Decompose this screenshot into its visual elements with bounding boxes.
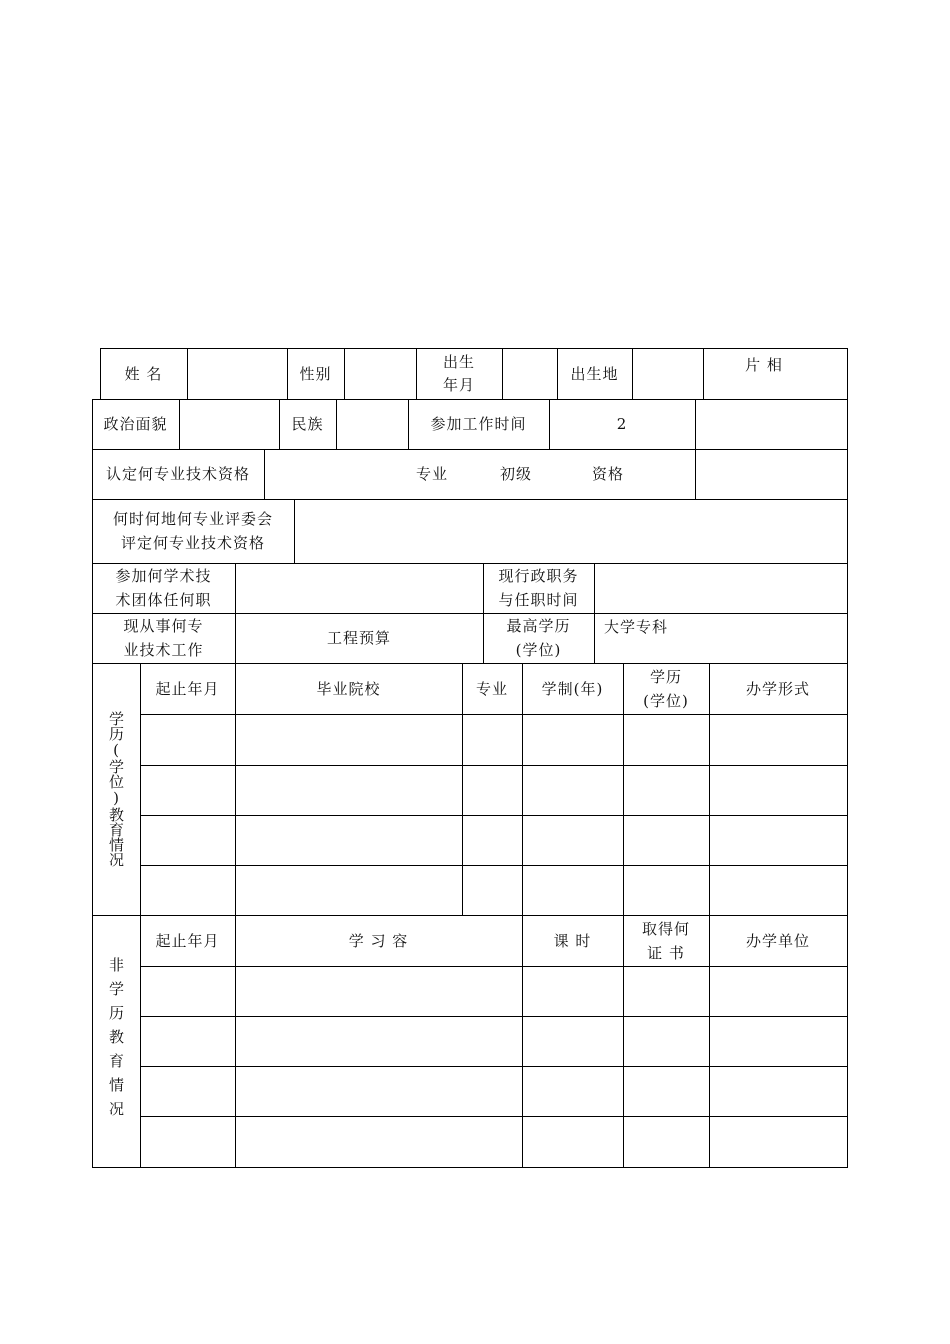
highest-degree-label: 最高学历 (学位): [506, 617, 571, 659]
gender-label: 性别: [299, 365, 332, 383]
gender-field[interactable]: [344, 348, 416, 400]
evaluation-field[interactable]: [294, 499, 847, 563]
border: [140, 714, 848, 715]
border: [140, 865, 848, 866]
birth-date-label: 出生 年月: [442, 353, 475, 394]
qualification-value-3: 资格: [591, 465, 624, 483]
name-label: 姓 名: [124, 365, 163, 383]
border: [140, 815, 848, 816]
edu-header-duration: 学制(年): [541, 679, 604, 698]
border: [847, 348, 848, 1168]
political-status-label: 政治面貌: [103, 415, 168, 433]
border: [140, 966, 848, 967]
border: [140, 1116, 848, 1117]
admin-post-label: 现行政职务 与任职时间: [498, 567, 579, 609]
edu-header-major: 专业: [475, 679, 508, 698]
admin-post-field[interactable]: [594, 563, 847, 613]
work-start-value[interactable]: 2: [616, 415, 628, 433]
border: [92, 1167, 848, 1168]
nonedu-header-period: 起止年月: [155, 931, 220, 950]
nonedu-header-unit: 办学单位: [745, 931, 810, 950]
border: [140, 765, 848, 766]
border: [264, 449, 265, 499]
name-field[interactable]: [187, 348, 287, 400]
birthplace-label: 出生地: [570, 365, 619, 383]
birth-date-field[interactable]: [502, 348, 557, 400]
edu-header-form: 办学形式: [745, 679, 810, 698]
current-work-label: 现从事何专 业技术工作: [123, 617, 204, 659]
edu-section-title: 学历(学位)教育情况: [107, 711, 125, 867]
ethnicity-field[interactable]: [336, 399, 408, 449]
edu-header-period: 起止年月: [155, 679, 220, 698]
edu-header-school: 毕业院校: [316, 679, 381, 698]
qualification-value-1: 专业: [415, 465, 448, 483]
nonedu-header-content: 学 习 容: [348, 931, 409, 950]
qualification-value-2: 初级: [499, 465, 532, 483]
border: [695, 399, 696, 499]
edu-header-degree: 学历 (学位): [643, 667, 689, 710]
evaluation-label: 何时何地何专业评委会 评定何专业技术资格: [112, 510, 273, 552]
work-start-label: 参加工作时间: [430, 415, 527, 433]
photo-label: 片 相: [745, 356, 783, 374]
border: [140, 1066, 848, 1067]
academic-society-field[interactable]: [235, 563, 483, 613]
border: [140, 1016, 848, 1017]
nonedu-header-hours: 课 时: [553, 931, 592, 950]
nonedu-header-certificate: 取得何 证 书: [641, 919, 690, 962]
political-status-field[interactable]: [179, 399, 279, 449]
ethnicity-label: 民族: [291, 415, 324, 433]
academic-society-label: 参加何学术技 术团体任何职: [115, 567, 212, 609]
highest-degree-value[interactable]: 大学专科: [604, 618, 669, 636]
qualification-label: 认定何专业技术资格: [105, 465, 250, 483]
birthplace-field[interactable]: [632, 348, 703, 400]
nonedu-section-title: 非学历教育情况: [107, 957, 125, 1125]
current-work-value[interactable]: 工程预算: [326, 629, 391, 647]
